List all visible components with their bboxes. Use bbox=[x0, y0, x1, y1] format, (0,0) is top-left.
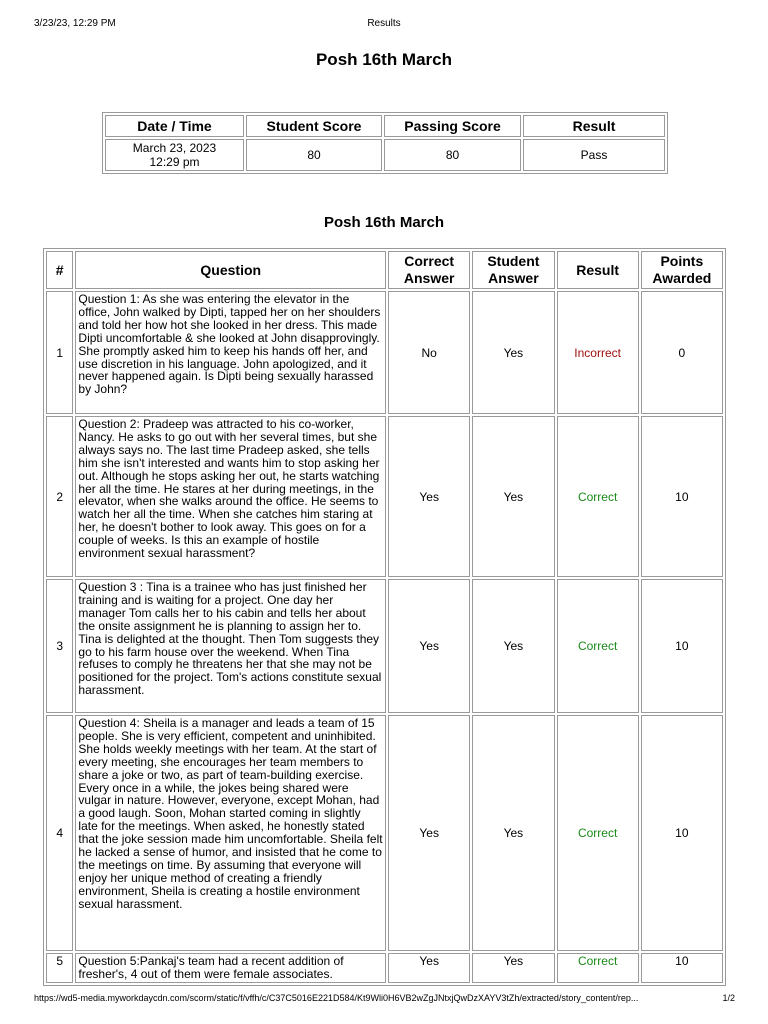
points-awarded: 10 bbox=[641, 715, 723, 951]
header-points-awarded: Points Awarded bbox=[641, 251, 723, 289]
points-awarded: 10 bbox=[641, 953, 723, 983]
summary-header-row bbox=[105, 115, 665, 137]
correct-answer: Yes bbox=[388, 715, 470, 951]
question-number: 5 bbox=[46, 953, 73, 983]
result-status: Correct bbox=[557, 416, 639, 577]
student-answer: Yes bbox=[472, 579, 554, 713]
question-text: Question 1: As she was entering the elevator in the office, John walked by Dipti, tapped her on her shoulders and told her how hot she looked in her dress. This made Dipti uncomfortable & she looked at John disapprovingly. She promptly asked him to keep his hands off her, and use discretion in his language. John apologized, and it never happened again. Is Dipti being sexually harassed by John? bbox=[75, 291, 386, 414]
summary-date-time bbox=[105, 139, 244, 171]
print-datetime: 3/23/23, 12:29 PM bbox=[34, 18, 116, 29]
result-status: Correct bbox=[557, 715, 639, 951]
question-text: Question 5:Pankaj's team had a recent addition of fresher's, 4 out of them were female associates. bbox=[75, 953, 386, 983]
correct-answer: Yes bbox=[388, 416, 470, 577]
summary-student-score: 80 bbox=[246, 139, 382, 171]
result-status: Correct bbox=[557, 953, 639, 983]
correct-answer: Yes bbox=[388, 953, 470, 983]
header-number: # bbox=[46, 251, 73, 289]
table-row bbox=[46, 953, 723, 983]
student-answer: Yes bbox=[472, 416, 554, 577]
question-results-table bbox=[43, 248, 726, 986]
points-awarded: 10 bbox=[641, 416, 723, 577]
header-result: Result bbox=[523, 115, 665, 137]
print-url: https://wd5-media.myworkdaycdn.com/scorm/static/f/vffh/c/C37C5016E221D584/Kt9Wli0H6VB2wZgJNtxjQwDzXAYV3tZh/extracted/story_content/rep... bbox=[34, 993, 639, 1003]
table-row bbox=[46, 416, 723, 577]
question-text: Question 3 : Tina is a trainee who has just finished her training and is waiting for a project. One day her manager Tom calls her to his cabin and tells her about the onsite assignment he is planning to assign her to. Tina is delighted at the thought. Then Tom suggests they go to his farm house over the weekend. When Tina refuses to comply he threatens her that she may not be positioned for the project. Tom's actions constitute sexual harassment. bbox=[75, 579, 386, 713]
header-passing-score: Passing Score bbox=[384, 115, 521, 137]
question-text: Question 2: Pradeep was attracted to his co-worker, Nancy. He asks to go out with her several times, but she always says no. The last time Pradeep asked, she tells him she isn't interested and wants him to stop asking her out. Although he stops asking her out, he starts watching her all the time. He stares at her during meetings, in the elevator, when she walks around the office. He seems to watch her all the time. When she catches him staring at her, he doesn't bother to look away. This goes on for a couple of weeks. Is this an example of hostile environment sexual harassment? bbox=[75, 416, 386, 577]
header-correct-answer: Correct Answer bbox=[388, 251, 470, 289]
correct-answer: No bbox=[388, 291, 470, 414]
header-student-answer: Student Answer bbox=[472, 251, 554, 289]
correct-answer: Yes bbox=[388, 579, 470, 713]
summary-table bbox=[102, 112, 668, 174]
header-result: Result bbox=[557, 251, 639, 289]
question-number: 3 bbox=[46, 579, 73, 713]
points-awarded: 0 bbox=[641, 291, 723, 414]
student-answer: Yes bbox=[472, 953, 554, 983]
student-answer: Yes bbox=[472, 715, 554, 951]
summary-passing-score: 80 bbox=[384, 139, 521, 171]
document-title: Posh 16th March bbox=[315, 50, 453, 69]
page-number: 1/2 bbox=[722, 993, 735, 1003]
detail-header-row bbox=[46, 251, 723, 289]
table-row bbox=[46, 715, 723, 951]
header-date-time: Date / Time bbox=[105, 115, 244, 137]
table-row bbox=[46, 579, 723, 713]
question-number: 1 bbox=[46, 291, 73, 414]
result-status: Correct bbox=[557, 579, 639, 713]
section-title: Posh 16th March bbox=[323, 214, 445, 231]
summary-date: March 23, 2023 bbox=[132, 141, 217, 155]
result-status: Incorrect bbox=[557, 291, 639, 414]
question-text: Question 4: Sheila is a manager and leads a team of 15 people. She is very efficient, competent and uninhibited. She holds weekly meetings with her team. At the start of every meeting, she encourages her team members to share a joke or two, as part of team-building exercise. Every once in a while, the jokes being shared were vulgar in nature. However, everyone, except Mohan, had a good laugh. Soon, Mohan started coming in slightly late for the meetings. When asked, he honestly stated that the joke session made him uncomfortable. Sheila felt he lacked a sense of humor, and insisted that he come to the meetings on time. By assuming that everyone will enjoy her unique method of creating a friendly environment, Sheila is creating a hostile environment sexual harassment. bbox=[75, 715, 386, 951]
header-student-score: Student Score bbox=[246, 115, 382, 137]
student-answer: Yes bbox=[472, 291, 554, 414]
summary-row bbox=[105, 139, 665, 171]
question-number: 2 bbox=[46, 416, 73, 577]
summary-time: 12:29 pm bbox=[149, 155, 200, 169]
print-page-title: Results bbox=[367, 18, 401, 29]
points-awarded: 10 bbox=[641, 579, 723, 713]
summary-result: Pass bbox=[523, 139, 665, 171]
header-question: Question bbox=[75, 251, 386, 289]
question-number: 4 bbox=[46, 715, 73, 951]
table-row bbox=[46, 291, 723, 414]
